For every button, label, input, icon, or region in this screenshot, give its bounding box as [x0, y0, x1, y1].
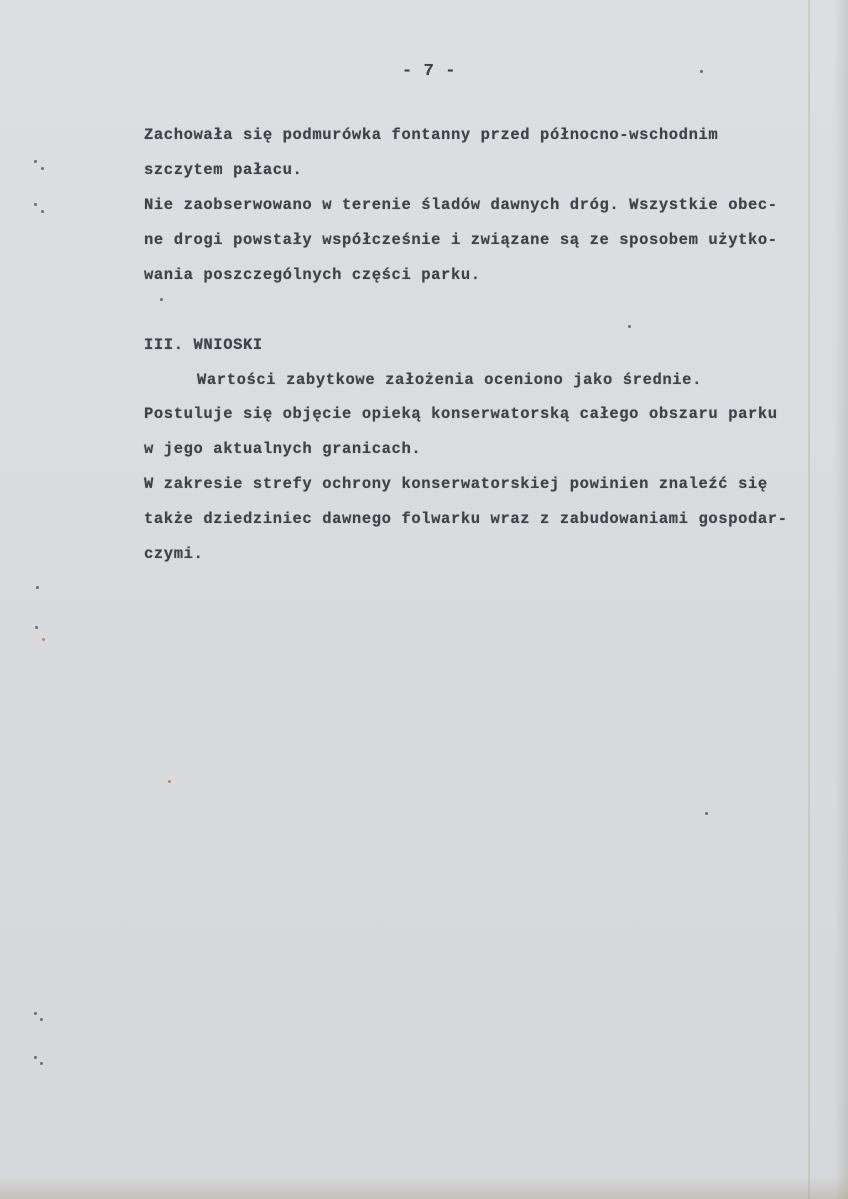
- section-line: W zakresie strefy ochrony konserwatorskiej powinien znaleźć się: [144, 475, 768, 493]
- paper-speck: [41, 210, 44, 213]
- section-line: czymi.: [144, 545, 204, 563]
- paper-speck: [34, 203, 37, 206]
- paper-speck: [705, 812, 708, 815]
- paper-speck: [628, 325, 631, 328]
- page-number: - 7 -: [402, 62, 457, 81]
- paper-speck: [34, 1056, 37, 1059]
- section-heading: III. WNIOSKI: [144, 336, 263, 354]
- paper-speck: [700, 70, 703, 73]
- paper-speck: [41, 167, 44, 170]
- paragraph-line: Nie zaobserwowano w terenie śladów dawnych dróg. Wszystkie obec-: [144, 196, 778, 214]
- section-line: także dziedziniec dawnego folwarku wraz z zabudowaniami gospodar-: [144, 510, 788, 528]
- page-edge-shadow: [834, 0, 848, 1199]
- paragraph-line: ne drogi powstały współcześnie i związane są ze sposobem użytko-: [144, 231, 778, 249]
- paragraph-line: szczytem pałacu.: [144, 161, 303, 179]
- paper-speck: [36, 586, 39, 589]
- paper-speck: [168, 780, 171, 783]
- paper-speck: [34, 1012, 37, 1015]
- paragraph-line: wania poszczególnych części parku.: [144, 266, 481, 284]
- page-bottom-edge: [0, 1177, 848, 1199]
- paper-speck: [40, 1062, 43, 1065]
- paragraph-line: Zachowała się podmurówka fontanny przed północno-wschodnim: [144, 126, 719, 144]
- page-crease: [808, 0, 810, 1199]
- paper-speck: [160, 298, 163, 301]
- paper-speck: [40, 1018, 43, 1021]
- paper-speck: [35, 626, 38, 629]
- paper-speck: [42, 638, 45, 641]
- section-line: Postuluje się objęcie opieką konserwatorską całego obszaru parku: [144, 405, 778, 423]
- section-line: w jego aktualnych granicach.: [144, 440, 422, 458]
- paper-speck: [34, 160, 37, 163]
- section-line: Wartości zabytkowe założenia oceniono jako średnie.: [197, 371, 702, 389]
